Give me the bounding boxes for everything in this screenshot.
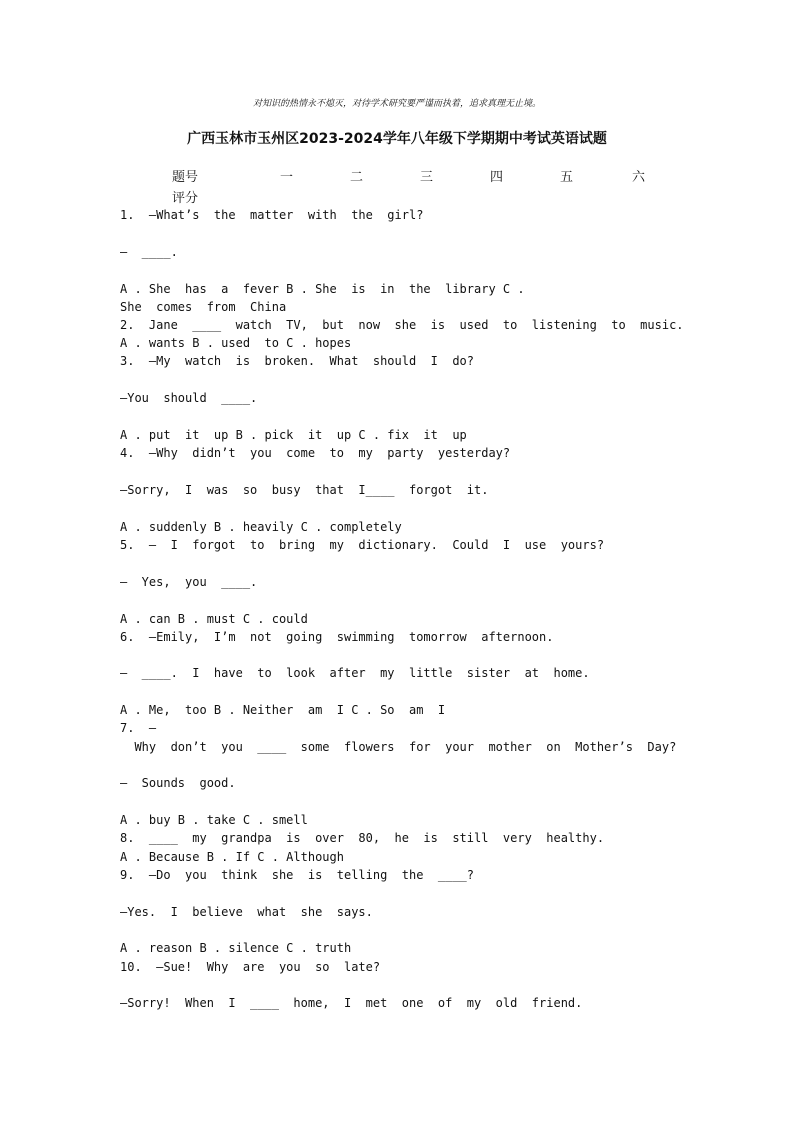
answer-line: —Yes. I believe what she says. [120, 905, 373, 919]
question-3: 3. —My watch is broken. What should I do? [120, 354, 475, 368]
answer-line: —Sorry! When I ____ home, I met one of my old friend. [120, 996, 583, 1010]
options: A . Because B . If C . Although [120, 850, 344, 864]
options: A . Me, too B . Neither am I C . So am I [120, 703, 446, 717]
question-8: 8. ____ my grandpa is over 80, he is still very healthy. [120, 831, 605, 845]
options: A . put it up B . pick it up C . fix it up [120, 428, 467, 442]
question-2: 2. Jane ____ watch TV, but now she is used to listening to music. [120, 318, 684, 332]
options: A . can B . must C . could [120, 612, 308, 626]
answer-line: —You should ____. [120, 391, 258, 405]
options-cont: She comes from China [120, 300, 287, 314]
answer-line: — ____. I have to look after my little sister at home. [120, 666, 590, 680]
table-col-3: 三 [420, 170, 434, 185]
table-col-4: 四 [490, 170, 504, 185]
options: A . suddenly B . heavily C . completely [120, 520, 402, 534]
question-9: 9. —Do you think she is telling the ____? [120, 868, 475, 882]
table-header-label: 题号 [172, 170, 199, 185]
table-col-1: 一 [280, 170, 294, 185]
table-col-5: 五 [560, 170, 574, 185]
answer-line: — Sounds good. [120, 776, 236, 790]
page-title: 广西玉林市玉州区2023-2024学年八年级下学期期中考试英语试题 [187, 131, 607, 147]
options: A . wants B . used to C . hopes [120, 336, 352, 350]
answer-line: — Yes, you ____. [120, 575, 258, 589]
table-col-2: 二 [350, 170, 364, 185]
question-6: 6. —Emily, I’m not going swimming tomorrow afternoon. [120, 630, 554, 644]
options: A . buy B . take C . smell [120, 813, 308, 827]
question-4: 4. —Why didn’t you come to my party yesterday? [120, 446, 511, 460]
question-10: 10. —Sue! Why are you so late? [120, 960, 381, 974]
question-1: 1. —What’s the matter with the girl? [120, 208, 424, 222]
options: A . She has a fever B . She is in the library C . [120, 282, 525, 296]
answer-line: — ____. [120, 245, 178, 259]
header-motto: 对知识的热情永不熄灭，对待学术研究要严谨而执着，追求真理无止境。 [252, 99, 541, 109]
question-7: 7. — [120, 721, 157, 735]
score-label: 评分 [172, 191, 199, 206]
answer-line: —Sorry, I was so busy that I____ forgot it. [120, 483, 489, 497]
question-7-text: Why don’t you ____ some flowers for your mother on Mother’s Day? [120, 740, 677, 754]
question-5: 5. — I forgot to bring my dictionary. Could I use yours? [120, 538, 605, 552]
table-col-6: 六 [632, 170, 646, 185]
options: A . reason B . silence C . truth [120, 941, 352, 955]
